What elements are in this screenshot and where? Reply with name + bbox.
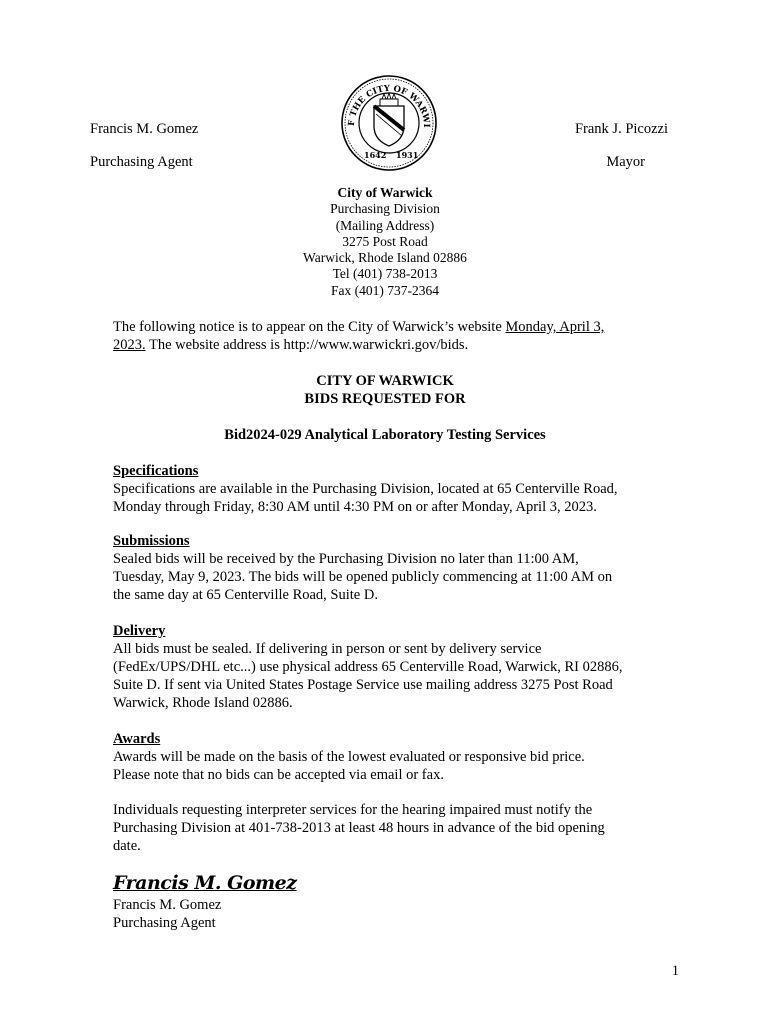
submissions-line: Sealed bids will be received by the Purchasing Division no later than 11:00 AM, [113,551,579,567]
address-block [0,185,770,299]
awards-line: Please note that no bids can be accepted via email or fax. [113,767,444,783]
city-seal [340,74,438,172]
interpreter-line: Purchasing Division at 401-738-2013 at least 48 hours in advance of the bid opening [113,820,605,836]
notice-year: 2023. [113,337,146,353]
specifications-line: Specifications are available in the Purchasing Division, located at 65 Centerville Road, [113,481,618,497]
mayor-name: Frank J. Picozzi [574,121,668,137]
website-notice [113,318,673,354]
interpreter-line: date. [113,838,141,854]
awards-heading: Awards [113,731,161,747]
delivery-section [113,622,673,712]
specifications-line: Monday through Friday, 8:30 AM until 4:30 PM on or after Monday, April 3, 2023. [113,499,597,515]
signature-title: Purchasing Agent [113,915,216,931]
delivery-line: Suite D. If sent via United States Postage Service use mailing address 3275 Post Road [113,677,613,693]
awards-line: Awards will be made on the basis of the lowest evaluated or responsive bid price. [113,749,585,765]
svg-text:SEAL OF THE CITY OF WARWICK R.: F THE CITY OF WARWI [346,83,432,128]
delivery-line: All bids must be sealed. If delivering in person or sent by delivery service [113,641,542,657]
notice-date: Monday, April 3, [505,319,605,335]
submissions-line: the same day at 65 Centerville Road, Suite D. [113,587,378,603]
delivery-line: (FedEx/UPS/DHL etc...) use physical address 65 Centerville Road, Warwick, RI 02886, [113,659,623,675]
header-city: CITY OF WARWICK [316,373,454,389]
division-name: Purchasing Division [330,201,440,217]
signature-script: Francis M. Gomez [113,872,297,894]
submissions-section [113,532,673,604]
fax: Fax (401) 737-2364 [331,282,439,298]
submissions-line: Tuesday, May 9, 2023. The bids will be opened publicly commencing at 11:00 AM on [113,569,613,585]
bid-title: Bid2024-029 Analytical Laboratory Testing Services [224,427,546,443]
notice-website: The website address is http://www.warwickri.gov/bids. [145,337,469,353]
org-name: City of Warwick [337,185,433,200]
svg-text:1931: 1931 [396,150,419,160]
interpreter-section [113,801,673,855]
interpreter-line: Individuals requesting interpreter services for the hearing impaired must notify the [113,802,593,818]
purchasing-agent-title: Purchasing Agent [90,154,193,170]
signature-name: Francis M. Gomez [113,897,222,913]
notice-text: The following notice is to appear on the City of Warwick’s website [113,319,506,335]
header-bids-requested: BIDS REQUESTED FOR [304,391,466,407]
awards-section [113,730,673,784]
street-address: 3275 Post Road [342,233,428,249]
city-address: Warwick, Rhode Island 02886 [303,250,467,266]
specifications-section [113,462,673,516]
specifications-heading: Specifications [113,463,199,479]
submissions-heading: Submissions [113,533,190,549]
delivery-line: Warwick, Rhode Island 02886. [113,695,293,711]
delivery-heading: Delivery [113,623,166,639]
telephone: Tel (401) 738-2013 [332,266,438,282]
city-seal-icon [340,74,438,172]
mayor-title: Mayor [606,154,645,170]
signature-block [113,896,673,932]
purchasing-agent-name: Francis M. Gomez [90,121,199,137]
svg-text:1642: 1642 [364,150,387,160]
page-number: 1 [671,963,679,979]
mailing-label: (Mailing Address) [335,217,435,233]
